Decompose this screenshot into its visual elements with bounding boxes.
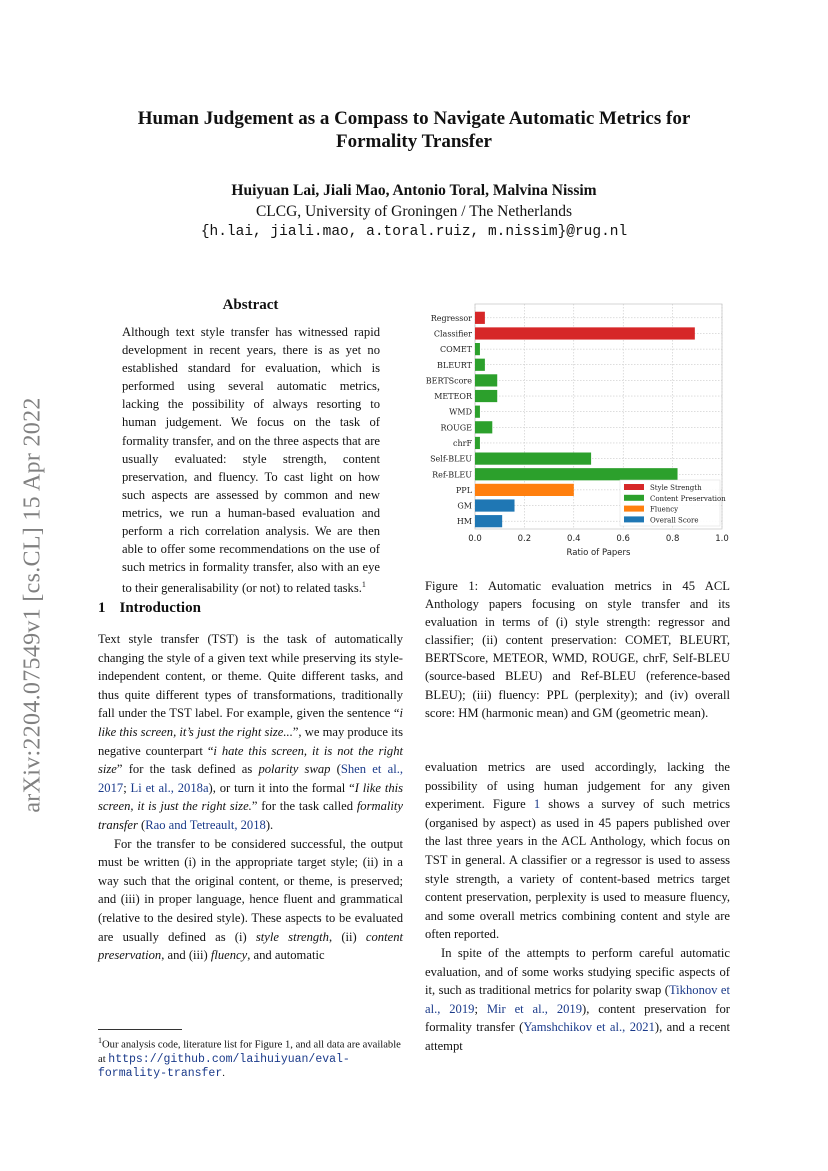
abstract-heading: Abstract	[222, 297, 279, 313]
bar-ppl	[475, 484, 574, 496]
abstract-body: Although text style transfer has witnessed rapid development in recent years, there is as yet no established standard for evaluation, which is performed using several automatic metrics, lacking the possibility of always resorting to human judgement. We focus on the task of formality transfer, and on the three aspects that are usually evaluated: style strength, content preservation, and fluency. To cast light on how such aspects are assessed by common and new metrics, we run a human-based evaluation and perform a rich correlation analysis. We are then able to offer some recommendations on the use of such metrics in formality transfer, also with an eye to their generalisability (or not) to related tasks.	[122, 325, 380, 596]
y-tick-label: Regressor	[430, 313, 472, 323]
x-tick-label: 0.0	[468, 534, 482, 544]
citation-link[interactable]: Tikhonov et al., 2019	[425, 983, 730, 1016]
y-tick-label: WMD	[449, 407, 472, 417]
section-heading	[98, 600, 201, 617]
figure-1-chart	[420, 300, 735, 562]
abstract-text	[122, 323, 380, 598]
footnote: $^1$Our analysis code, literature list for Figure 1, and all data are available at https://github.com/laihuiyuan/eval-formality-transfer.	[98, 1036, 401, 1080]
citation-link[interactable]: Shen et al., 2017	[98, 762, 403, 795]
legend-swatch	[624, 495, 644, 501]
paper-authors: Huiyuan Lai, Jiali Mao, Antonio Toral, Malvina Nissim	[231, 182, 597, 199]
y-tick-label: HM	[456, 517, 472, 527]
bar-comet	[475, 343, 480, 355]
figure-caption: Figure 1: Automatic evaluation metrics in 45 ACL Anthology papers focusing on style transfer and its evaluation in terms of (i) style strength: regressor and classifier; (ii) content preservation: COMET, BLEURT, BERTScore, METEOR, WMD, ROUGE, chrF, Self-BLEU (source-based BLEU) and Ref-BLEU (reference-based BLEU); (iii) fluency: PPL (perplexity); and (iv) overall score: HM (harmonic mean) and GM (geometric mean).	[425, 579, 730, 720]
intro-paragraph-1: Text style transfer (TST) is the task of automatically changing the style of a given text while preserving its style-independent content, or theme. Quite different tasks, and thus quite different types of transformations, traditionally fall under the TST label. For example, given the sentence “i like this screen, it’s just the right size...”, we may produce its negative counterpart “i hate this screen, it is not the right size” for the task defined as polarity swap (Shen et al., 2017; Li et al., 2018a), or turn it into the formal “I like this screen, it is just the right size.” for the task called formality transfer (Rao and Tetreault, 2018).	[98, 632, 404, 832]
x-tick-label: 0.8	[665, 534, 680, 544]
bar-classifier	[475, 327, 695, 339]
figure-ref-link[interactable]: 1	[533, 797, 541, 812]
y-tick-label: ROUGE	[440, 423, 472, 433]
x-axis-label: Ratio of Papers	[566, 548, 631, 558]
y-tick-label: BERTScore	[425, 376, 472, 386]
intro-left-column	[98, 630, 403, 965]
bar-rouge	[475, 421, 492, 433]
bar-chrf	[475, 437, 480, 449]
legend-label: Content Preservation	[650, 494, 726, 503]
citation-link[interactable]: Li et al., 2018a	[130, 780, 209, 795]
github-link[interactable]: https://github.com/laihuiyuan/eval-formality-transfer	[98, 1052, 350, 1080]
y-tick-label: Classifier	[433, 329, 472, 339]
y-tick-label: PPL	[455, 485, 472, 495]
legend-label: Fluency	[650, 505, 679, 514]
x-tick-label: 0.4	[567, 534, 581, 544]
arxiv-identifier	[10, 365, 55, 845]
right-paragraph-1: evaluation metrics are used accordingly, lacking the possibility of using human judgement for any given experiment. Figure 1 shows a survey of such metrics (organised by aspect) as used in 45 papers published over the last three years in the ACL Anthology, which focus on TST in general. A classifier or a regressor is used to assess style strength, a variety of content-based metrics target content preservation, perplexity is used to measure fluency, and some overall metrics combining content and style are often reported.	[425, 760, 730, 942]
x-tick-label: 1.0	[715, 534, 729, 544]
paper-title: Human Judgement as a Compass to Navigate Automatic Metrics for Formality Transfer	[137, 108, 691, 152]
citation-link[interactable]: Yamshchikov et al., 2021	[523, 1020, 655, 1035]
bar-bleurt	[475, 359, 485, 371]
y-tick-label: BLEURT	[437, 360, 472, 370]
section-title: Introduction	[119, 600, 201, 616]
citation-link[interactable]: Mir et al., 2019	[486, 1001, 583, 1016]
intro-right-column	[425, 758, 730, 1056]
x-tick-label: 0.2	[517, 534, 532, 544]
y-tick-label: GM	[457, 501, 472, 511]
legend-swatch	[624, 484, 644, 490]
footnote-rule	[98, 1029, 182, 1030]
footnote-mark: 1	[98, 1036, 102, 1045]
paper-affiliation: CLCG, University of Groningen / The Netherlands	[255, 203, 573, 220]
bar-hm	[475, 515, 502, 527]
y-tick-label: COMET	[439, 345, 472, 355]
bar-regressor	[475, 312, 485, 324]
legend-label: Overall Score	[650, 516, 699, 525]
legend-swatch	[624, 516, 644, 522]
footnote-mark: 1	[361, 580, 366, 590]
bar-wmd	[475, 406, 480, 418]
bar-gm	[475, 499, 515, 511]
citation-link[interactable]: Rao and Tetreault, 2018	[145, 817, 266, 832]
bar-ref-bleu	[475, 468, 678, 480]
legend-label: Style Strength	[650, 484, 702, 492]
right-paragraph-2: In spite of the attempts to perform careful automatic evaluation, and of some works studying specific aspects of it, such as traditional metrics for polarity swap (Tikhonov et al., 2019; Mir et al., 2019), content preservation for formality transfer (Yamshchikov et al., 2021), and a recent attempt	[425, 945, 730, 1053]
section-number: 1	[98, 600, 106, 616]
y-tick-label: METEOR	[434, 392, 472, 402]
paper-email: {h.lai, jiali.mao, a.toral.ruiz, m.nissim}@rug.nl	[200, 224, 628, 240]
y-tick-label: Self-BLEU	[430, 454, 472, 464]
y-tick-label: chrF	[452, 438, 472, 448]
arxiv-id-text: arXiv:2204.07549v1 [cs.CL] 15 Apr 2022	[19, 397, 45, 813]
legend-swatch	[624, 506, 644, 512]
y-tick-label: Ref-BLEU	[432, 470, 472, 480]
bar-meteor	[475, 390, 497, 402]
x-tick-label: 0.6	[616, 534, 630, 544]
bar-self-bleu	[475, 453, 591, 465]
bar-bertscore	[475, 374, 497, 386]
intro-paragraph-2: For the transfer to be considered successful, the output must be written (i) in the appropriate target style; (ii) in a way such that the original content, or theme, is preserved; and (iii) in proper language, hence fluent and grammatical (relative to the desired style). These aspects to be evaluated are usually defined as (i) style strength, (ii) content preservation, and (iii) fluency, and automatic	[98, 836, 403, 963]
